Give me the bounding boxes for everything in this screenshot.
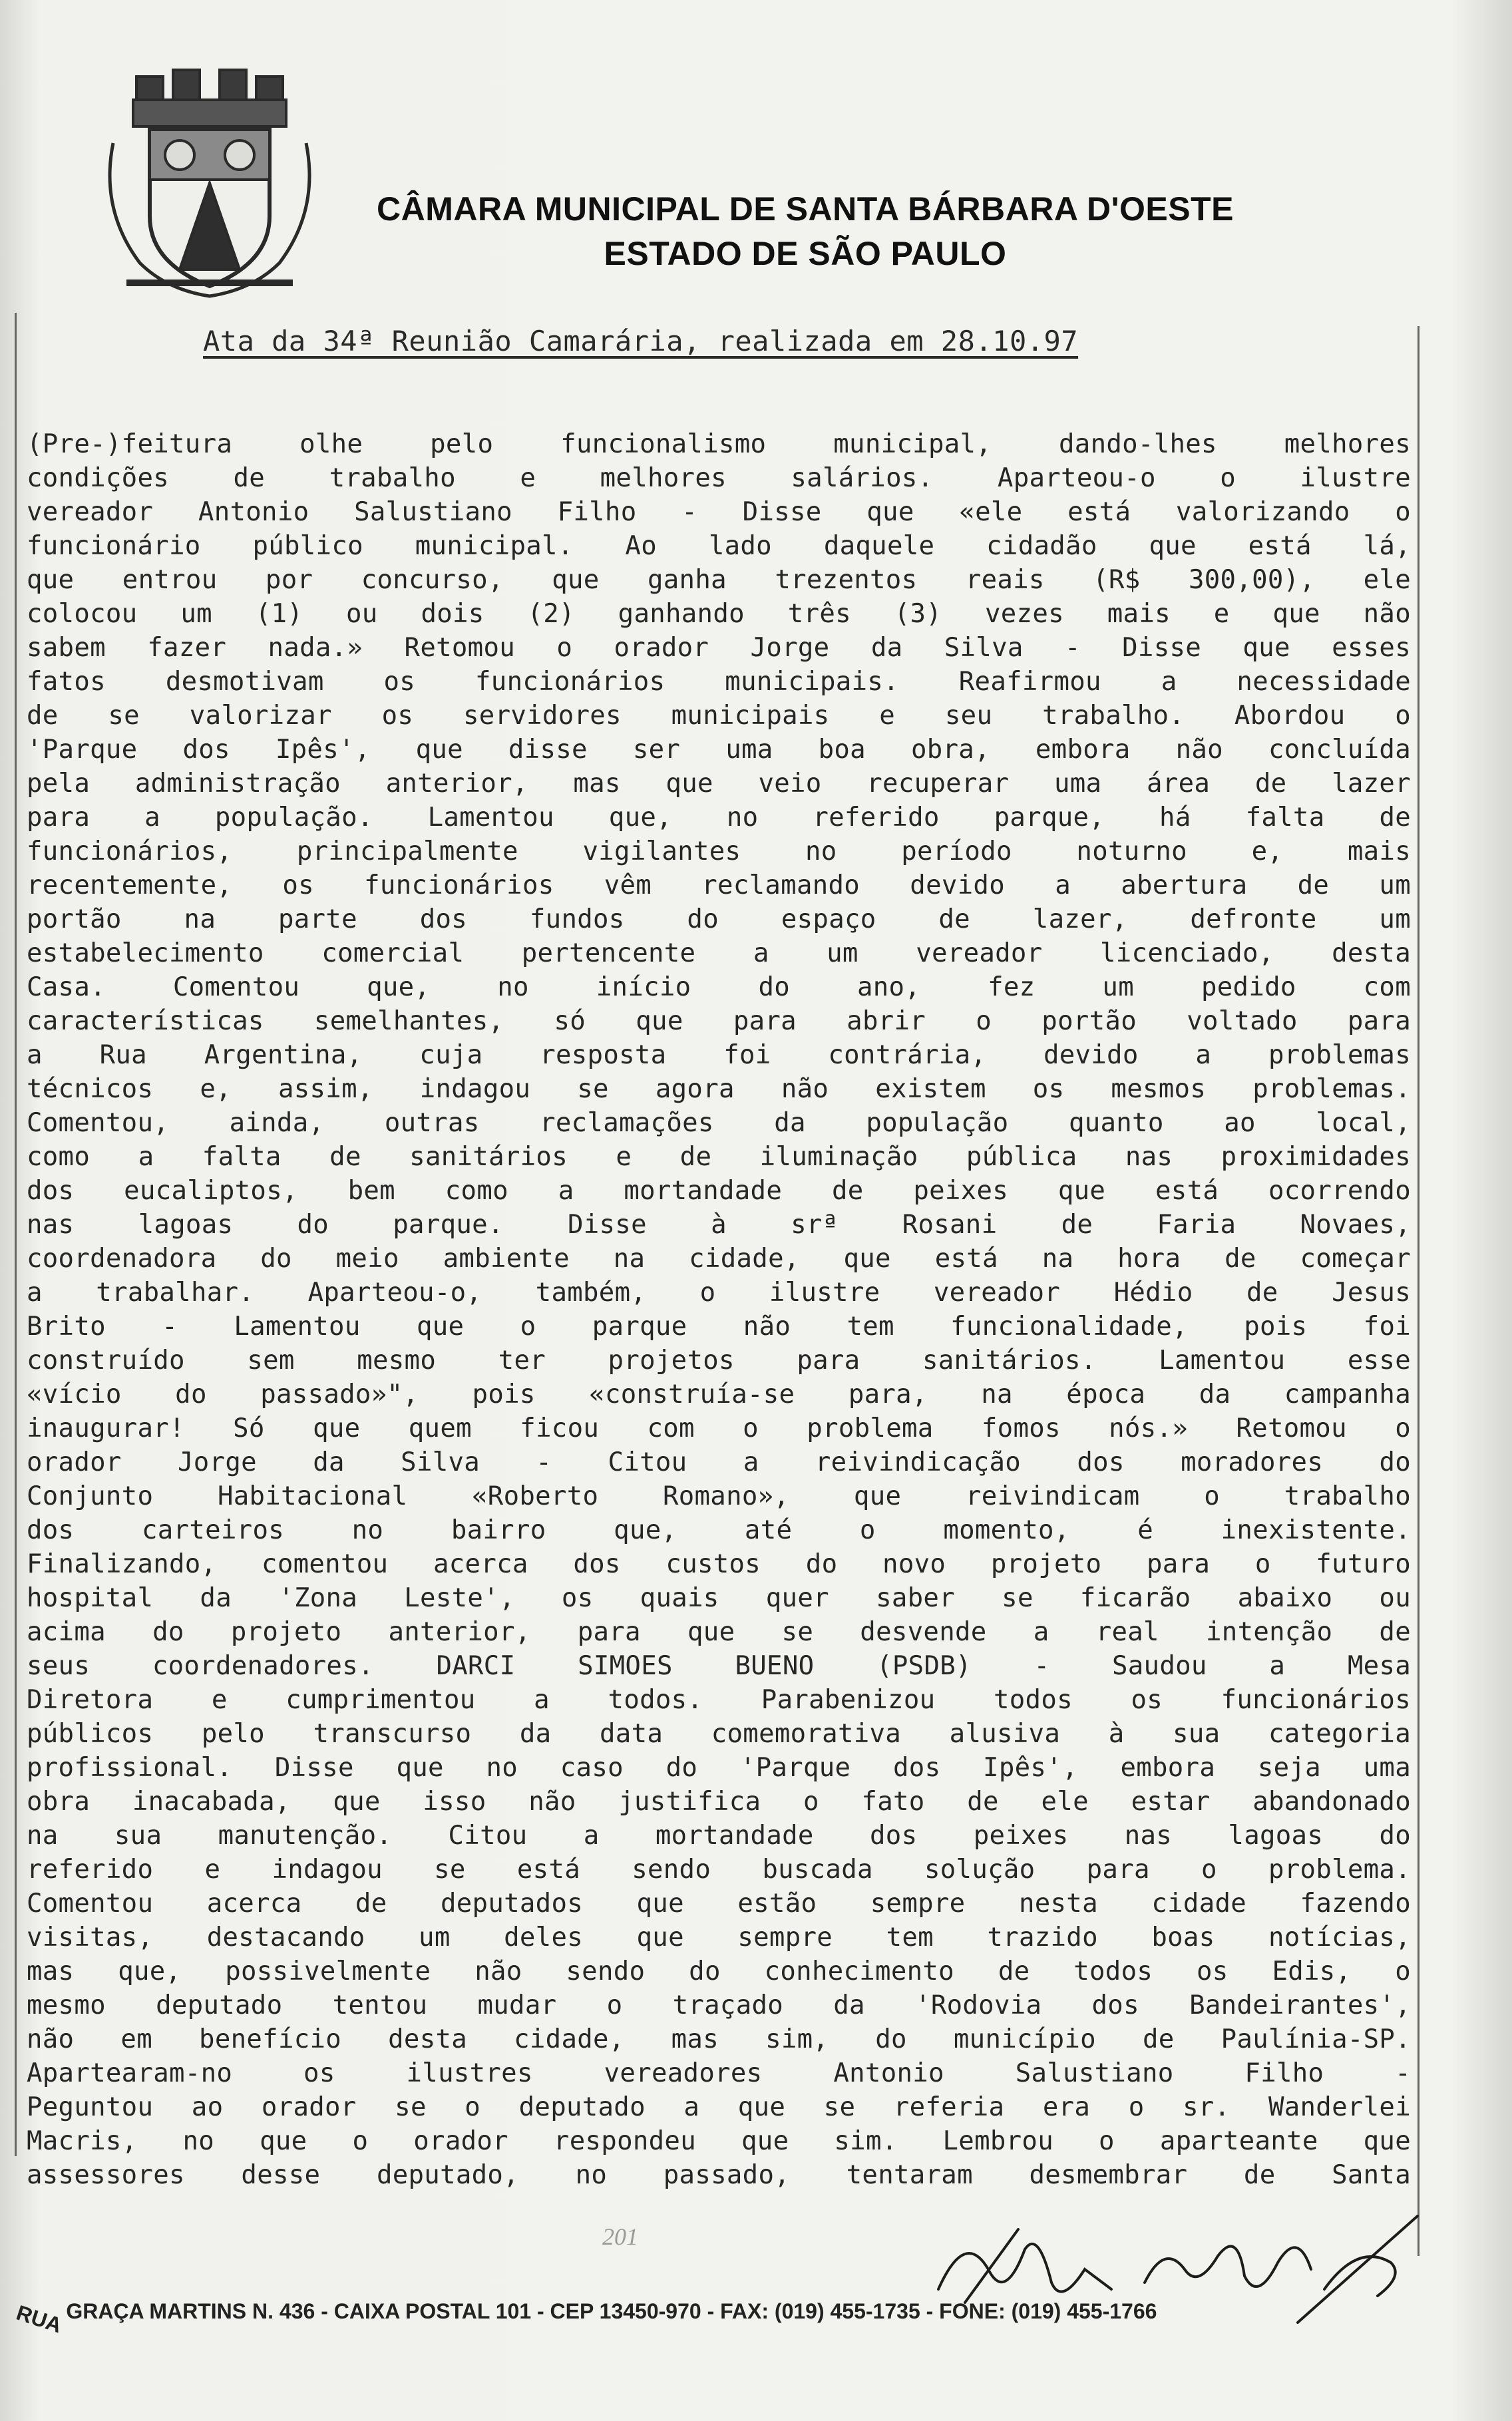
body-line: coordenadora do meio ambiente na cidade, que está na hora de começar <box>27 1244 1411 1274</box>
body-line: não em benefício desta cidade, mas sim, do município de Paulínia-SP. <box>27 2024 1411 2054</box>
body-line: públicos pelo transcurso da data comemorativa alusiva à sua categoria <box>27 1719 1411 1749</box>
body-line: seus coordenadores. DARCI SIMOES BUENO (PSDB) - Saudou a Mesa <box>27 1651 1411 1681</box>
footer-address <box>13 2299 1418 2338</box>
body-line: hospital da 'Zona Leste', os quais quer saber se ficarão abaixo ou <box>27 1583 1411 1613</box>
body-line: que entrou por concurso, que ganha trezentos reais (R$ 300,00), ele <box>27 565 1411 595</box>
footer-rua: RUA <box>13 2300 65 2338</box>
body-line: Peguntou ao orador se o deputado a que se referia era o sr. Wanderlei <box>27 2092 1411 2122</box>
body-line: características semelhantes, só que para abrir o portão voltado para <box>27 1006 1411 1036</box>
body-line: para a população. Lamentou que, no referido parque, há falta de <box>27 803 1411 833</box>
body-line: de se valorizar os servidores municipais e seu trabalho. Abordou o <box>27 701 1411 731</box>
body-line: colocou um (1) ou dois (2) ganhando três (3) vezes mais e que não <box>27 599 1411 629</box>
handwritten-page-number: 201 <box>602 2223 638 2250</box>
body-line: fatos desmotivam os funcionários municipais. Reafirmou a necessidade <box>27 667 1411 697</box>
body-line: profissional. Disse que no caso do 'Parque dos Ipês', embora seja uma <box>27 1753 1411 1783</box>
body-line: Comentou, ainda, outras reclamações da população quanto ao local, <box>27 1108 1411 1138</box>
body-line: obra inacabada, que isso não justifica o fato de ele estar abandonado <box>27 1787 1411 1817</box>
body-line: funcionário público municipal. Ao lado daquele cidadão que está lá, <box>27 531 1411 561</box>
body-line: Apartearam-no os ilustres vereadores Antonio Salustiano Filho - <box>27 2058 1411 2088</box>
body-line: Brito - Lamentou que o parque não tem funcionalidade, pois foi <box>27 1312 1411 1342</box>
body-line: visitas, destacando um deles que sempre tem trazido boas notícias, <box>27 1923 1411 1953</box>
body-line: (Pre-)feitura olhe pelo funcionalismo municipal, dando-lhes melhores <box>27 429 1411 459</box>
body-line: Finalizando, comentou acerca dos custos do novo projeto para o futuro <box>27 1549 1411 1579</box>
body-line: a trabalhar. Aparteou-o, também, o ilustre vereador Hédio de Jesus <box>27 1278 1411 1308</box>
body-line: orador Jorge da Silva - Citou a reivindicação dos moradores do <box>27 1447 1411 1477</box>
municipal-coat-of-arms-icon <box>100 63 319 316</box>
body-line: referido e indagou se está sendo buscada solução para o problema. <box>27 1855 1411 1885</box>
body-line: Comentou acerca de deputados que estão sempre nesta cidade fazendo <box>27 1889 1411 1919</box>
body-line: acima do projeto anterior, para que se desvende a real intenção de <box>27 1617 1411 1647</box>
footer-contact: GRAÇA MARTINS N. 436 - CAIXA POSTAL 101 - CEP 13450-970 - FAX: (019) 455-1735 - FONE: (019) 455-1766 <box>66 2299 1157 2323</box>
body-line: mesmo deputado tentou mudar o traçado da 'Rodovia dos Bandeirantes', <box>27 1990 1411 2020</box>
right-margin-rule <box>1418 326 1419 2256</box>
body-line: construído sem mesmo ter projetos para sanitários. Lamentou esse <box>27 1346 1411 1376</box>
body-line: condições de trabalho e melhores salários. Aparteou-o o ilustre <box>27 463 1411 493</box>
body-line: Diretora e cumprimentou a todos. Parabenizou todos os funcionários <box>27 1685 1411 1715</box>
state-name: ESTADO DE SÃO PAULO <box>604 235 1007 272</box>
body-line: «vício do passado»", pois «construía-se para, na época da campanha <box>27 1380 1411 1409</box>
body-line: assessores desse deputado, no passado, tentaram desmembrar de Santa <box>27 2160 1411 2190</box>
minutes-body <box>27 427 1411 2192</box>
body-line: Casa. Comentou que, no início do ano, fez um pedido com <box>27 972 1411 1002</box>
body-line: Conjunto Habitacional «Roberto Romano», que reivindicam o trabalho <box>27 1481 1411 1511</box>
body-line: Macris, no que o orador respondeu que sim. Lembrou o aparteante que <box>27 2126 1411 2156</box>
body-line: estabelecimento comercial pertencente a um vereador licenciado, desta <box>27 938 1411 968</box>
body-line: a Rua Argentina, cuja resposta foi contrária, devido a problemas <box>27 1040 1411 1070</box>
body-line: vereador Antonio Salustiano Filho - Disse que «ele está valorizando o <box>27 497 1411 527</box>
body-line: mas que, possivelmente não sendo do conhecimento de todos os Edis, o <box>27 1956 1411 1986</box>
left-margin-rule <box>15 313 17 2156</box>
body-line: na sua manutenção. Citou a mortandade dos peixes nas lagoas do <box>27 1821 1411 1851</box>
minute-title: Ata da 34ª Reunião Camarária, realizada em 28.10.97 <box>203 325 1079 357</box>
body-line: técnicos e, assim, indagou se agora não existem os mesmos problemas. <box>27 1074 1411 1104</box>
body-line: portão na parte dos fundos do espaço de lazer, defronte um <box>27 904 1411 934</box>
body-line: dos carteiros no bairro que, até o momento, é inexistente. <box>27 1515 1411 1545</box>
body-line: dos eucaliptos, bem como a mortandade de peixes que está ocorrendo <box>27 1176 1411 1206</box>
body-line: recentemente, os funcionários vêm reclamando devido a abertura de um <box>27 870 1411 900</box>
body-line: nas lagoas do parque. Disse à srª Rosani de Faria Novaes, <box>27 1210 1411 1240</box>
body-line: pela administração anterior, mas que veio recuperar uma área de lazer <box>27 769 1411 799</box>
body-line: funcionários, principalmente vigilantes no período noturno e, mais <box>27 837 1411 866</box>
body-line: como a falta de sanitários e de iluminação pública nas proximidades <box>27 1142 1411 1172</box>
chamber-name: CÂMARA MUNICIPAL DE SANTA BÁRBARA D'OESTE <box>377 190 1234 228</box>
body-line: inaugurar! Só que quem ficou com o problema fomos nós.» Retomou o <box>27 1413 1411 1443</box>
body-line: sabem fazer nada.» Retomou o orador Jorge da Silva - Disse que esses <box>27 633 1411 663</box>
body-line: 'Parque dos Ipês', que disse ser uma boa obra, embora não concluída <box>27 735 1411 765</box>
